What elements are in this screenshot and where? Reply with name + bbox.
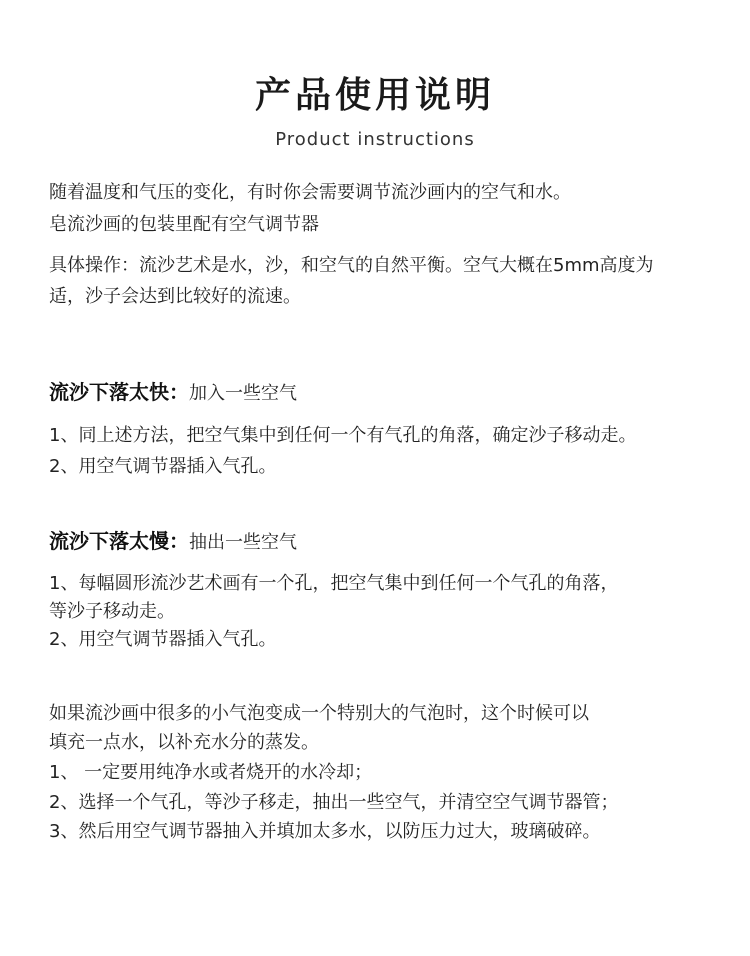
fast-step-2: 2、用空气调节器插入气孔。 <box>49 456 277 477</box>
slow-step-1b: 等沙子移动走。 <box>49 601 175 622</box>
bubble-line-2: 填充一点水，以补充水分的蒸发。 <box>49 732 319 753</box>
bubble-step-3: 3、然后用空气调节器抽入并填加太多水，以防压力过大，玻璃破碎。 <box>49 821 601 842</box>
slow-heading-title: 流沙下落太慢： <box>49 529 189 553</box>
fast-step-1: 1、同上述方法，把空气集中到任何一个有气孔的角落，确定沙子移动走。 <box>49 425 637 446</box>
page-title: 产品使用说明 <box>254 75 495 116</box>
slow-step-1a: 1、每幅圆形流沙艺术画有一个孔，把空气集中到任何一个气孔的角落， <box>49 573 619 594</box>
fast-heading-title: 流沙下落太快： <box>49 380 189 404</box>
intro-line-1: 随着温度和气压的变化，有时你会需要调节流沙画内的空气和水。 <box>49 182 571 203</box>
page-subtitle: Product instructions <box>275 129 475 150</box>
fast-heading <box>49 378 297 408</box>
slow-heading <box>49 527 297 557</box>
intro-line-3: 具体操作：流沙艺术是水，沙，和空气的自然平衡。空气大概在5mm高度为 <box>49 255 654 276</box>
bubble-step-1: 1、 一定要用纯净水或者烧开的水冷却； <box>49 762 373 783</box>
slow-heading-action: 抽出一些空气 <box>189 532 297 553</box>
bubble-line-1: 如果流沙画中很多的小气泡变成一个特别大的气泡时，这个时候可以 <box>49 703 589 724</box>
slow-step-2: 2、用空气调节器插入气孔。 <box>49 629 277 650</box>
intro-line-2: 皂流沙画的包装里配有空气调节器 <box>49 214 319 235</box>
intro-line-4: 适，沙子会达到比较好的流速。 <box>49 286 301 307</box>
bubble-step-2: 2、选择一个气孔，等沙子移走，抽出一些空气，并清空空气调节器管； <box>49 792 619 813</box>
fast-heading-action: 加入一些空气 <box>189 383 297 404</box>
